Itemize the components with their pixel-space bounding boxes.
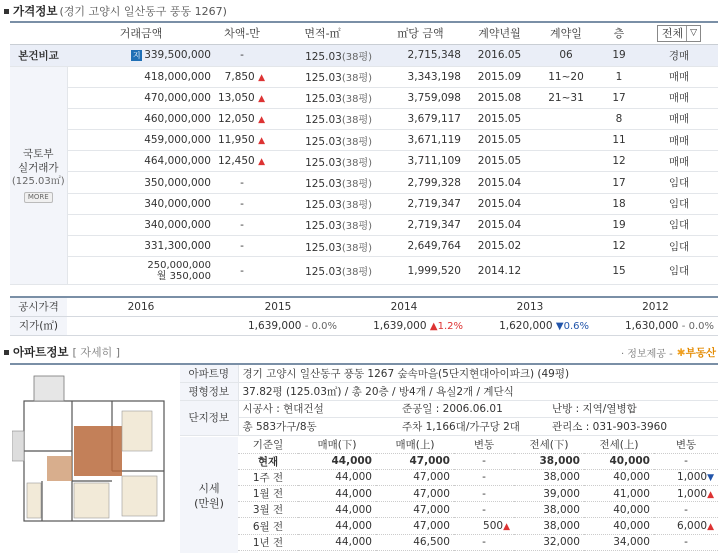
type-filter-value: 전체 xyxy=(661,27,684,41)
row-price: 464,000,000 xyxy=(67,151,215,172)
mh-jeonse-chg: 변동 xyxy=(654,437,718,453)
price-section-header xyxy=(4,3,227,19)
row-j_chg: - xyxy=(654,502,718,518)
row-diff: 13,050 ▲ xyxy=(215,87,269,108)
base-row-floor: 19 xyxy=(598,44,640,66)
row-s_chg: - xyxy=(454,453,514,469)
row-price: 418,000,000 xyxy=(67,66,215,87)
row-type: 임대 xyxy=(640,214,718,235)
row-sale-low: 44,000 xyxy=(298,486,376,502)
price-section-address: (경기 고양시 일산동구 풍동 1267) xyxy=(59,5,227,18)
complex-label: 단지정보 xyxy=(180,400,238,435)
row-s_chg: - xyxy=(454,502,514,518)
land-price-2013: 1,620,000 ▼0.6% xyxy=(467,316,593,335)
row-per-sqm: 1,999,520 xyxy=(376,257,465,285)
base-row-type: 경매 xyxy=(640,44,718,66)
transaction-row xyxy=(10,193,718,214)
base-row-per-sqm: 2,715,348 xyxy=(376,44,465,66)
mh-jeonse-high: 전세(上) xyxy=(584,437,654,453)
complex-row-1 xyxy=(180,400,718,418)
row-sale-high: 47,000 xyxy=(376,502,454,518)
row-price: 340,000,000 xyxy=(67,214,215,235)
transaction-row xyxy=(10,108,718,129)
row-j_chg: - xyxy=(654,453,718,469)
row-floor: 17 xyxy=(598,87,640,108)
transaction-row xyxy=(10,87,718,108)
row-j_chg: 6,000▲ xyxy=(654,518,718,534)
households-value: 총 583가구/8동 xyxy=(238,418,398,436)
transaction-row xyxy=(10,66,718,87)
row-type: 매매 xyxy=(640,151,718,172)
row-diff: 12,050 ▲ xyxy=(215,108,269,129)
price-table-header xyxy=(10,22,718,44)
chevron-down-icon: ▽ xyxy=(686,26,700,41)
row-price: 470,000,000 xyxy=(67,87,215,108)
land-price-2016 xyxy=(67,316,215,335)
base-row-day: 06 xyxy=(534,44,598,66)
row-jeonse-low: 38,000 xyxy=(514,469,584,485)
down-arrow-icon: ▼ xyxy=(707,473,714,484)
row-ym: 2015.05 xyxy=(465,130,534,151)
row-date: 현재 xyxy=(238,453,298,469)
bullet-icon xyxy=(4,350,9,355)
molit-group-label: 국토부 실거래가 (125.03㎡) MORE xyxy=(10,66,67,285)
pyeong-row xyxy=(180,383,718,401)
source-logo: ✱부동산 xyxy=(676,347,716,359)
row-price: 459,000,000 xyxy=(67,130,215,151)
row-area: 125.03(38평) xyxy=(269,257,376,285)
col-diff: 차액-만 xyxy=(215,22,269,44)
row-day xyxy=(534,257,598,285)
row-area: 125.03(38평) xyxy=(269,214,376,235)
row-type: 매매 xyxy=(640,108,718,129)
row-day: 21~31 xyxy=(534,87,598,108)
row-day xyxy=(534,130,598,151)
row-date: 1월 전 xyxy=(238,486,298,502)
type-filter-select[interactable] xyxy=(657,25,701,42)
row-ym: 2015.04 xyxy=(465,214,534,235)
row-j_chg: - xyxy=(654,534,718,550)
row-sale-low: 44,000 xyxy=(298,502,376,518)
row-per-sqm: 3,711,109 xyxy=(376,151,465,172)
row-day xyxy=(534,214,598,235)
heating-value: 난방 : 지역/열병합 xyxy=(548,400,718,418)
col-price: 거래금액 xyxy=(67,22,215,44)
row-area: 125.03(38평) xyxy=(269,236,376,257)
row-ym: 2015.08 xyxy=(465,87,534,108)
row-day xyxy=(534,236,598,257)
land-price-2012: 1,630,000 - 0.0% xyxy=(593,316,718,335)
mh-jeonse-low: 전세(下) xyxy=(514,437,584,453)
row-ym: 2015.05 xyxy=(465,151,534,172)
row-date: 1년 전 xyxy=(238,534,298,550)
year-2013: 2013 xyxy=(467,297,593,316)
public-price-label: 공시가격 xyxy=(10,297,67,316)
row-type: 매매 xyxy=(640,66,718,87)
row-j_chg: 1,000▼ xyxy=(654,469,718,485)
base-row-label: 본건비교 xyxy=(10,44,67,66)
row-s_chg: - xyxy=(454,469,514,485)
land-price-label: 지가(㎡) xyxy=(10,316,67,335)
year-2016: 2016 xyxy=(67,297,215,316)
row-jeonse-high: 34,000 xyxy=(584,534,654,550)
floorplan-image xyxy=(12,371,177,546)
col-per-sqm: ㎡당 금액 xyxy=(376,22,465,44)
market-row xyxy=(238,534,718,550)
more-button[interactable]: MORE xyxy=(24,192,53,203)
up-arrow-icon: ▲ xyxy=(258,114,265,125)
row-s_chg: 500▲ xyxy=(454,518,514,534)
public-price-year-row xyxy=(10,297,718,316)
base-row-ym: 2016.05 xyxy=(465,44,534,66)
row-ym: 2015.05 xyxy=(465,108,534,129)
row-price: 340,000,000 xyxy=(67,193,215,214)
market-price-label: 시세 (만원) xyxy=(180,437,238,553)
row-floor: 18 xyxy=(598,193,640,214)
up-arrow-icon: ▲ xyxy=(707,489,714,500)
price-table xyxy=(10,21,718,285)
apt-name-row xyxy=(180,365,718,383)
row-sale-low: 44,000 xyxy=(298,518,376,534)
transaction-row xyxy=(10,172,718,193)
bullet-icon xyxy=(4,9,9,14)
row-j_chg: 1,000▲ xyxy=(654,486,718,502)
market-row xyxy=(238,518,718,534)
row-per-sqm: 3,759,098 xyxy=(376,87,465,108)
row-jeonse-low: 39,000 xyxy=(514,486,584,502)
row-sale-low: 44,000 xyxy=(298,534,376,550)
row-area: 125.03(38평) xyxy=(269,87,376,108)
row-date: 6월 전 xyxy=(238,518,298,534)
row-floor: 1 xyxy=(598,66,640,87)
row-day xyxy=(534,151,598,172)
row-ym: 2015.04 xyxy=(465,172,534,193)
row-jeonse-low: 38,000 xyxy=(514,453,584,469)
info-source-label: · 정보제공 - xyxy=(620,349,673,360)
complex-row-2 xyxy=(180,418,718,436)
row-diff: 11,950 ▲ xyxy=(215,130,269,151)
up-arrow-icon: ▲ xyxy=(258,157,265,168)
row-day: 11~20 xyxy=(534,66,598,87)
market-row xyxy=(238,453,718,469)
up-arrow-icon: ▲ xyxy=(258,136,265,147)
year-2014: 2014 xyxy=(341,297,467,316)
row-per-sqm: 3,679,117 xyxy=(376,108,465,129)
row-per-sqm: 2,649,764 xyxy=(376,236,465,257)
row-sale-high: 47,000 xyxy=(376,453,454,469)
col-ym: 계약년월 xyxy=(465,22,534,44)
row-diff: 7,850 ▲ xyxy=(215,66,269,87)
row-jeonse-high: 40,000 xyxy=(584,518,654,534)
info-source xyxy=(621,345,716,360)
completion-value: 준공일 : 2006.06.01 xyxy=(398,400,548,418)
row-floor: 12 xyxy=(598,236,640,257)
row-floor: 15 xyxy=(598,257,640,285)
mh-sale-low: 매매(下) xyxy=(298,437,376,453)
up-arrow-icon: ▲ xyxy=(258,72,265,83)
apt-section-title: 아파트정보 xyxy=(13,345,69,359)
row-jeonse-high: 40,000 xyxy=(584,502,654,518)
base-row-price: 지 339,500,000 xyxy=(67,44,215,66)
up-arrow-icon: ▲ xyxy=(503,522,510,533)
row-ym: 2015.02 xyxy=(465,236,534,257)
market-row xyxy=(238,469,718,485)
row-jeonse-high: 41,000 xyxy=(584,486,654,502)
market-price-table xyxy=(238,437,718,551)
apt-section-header xyxy=(4,344,120,360)
row-type: 임대 xyxy=(640,236,718,257)
mh-sale-high: 매매(上) xyxy=(376,437,454,453)
row-sale-high: 46,500 xyxy=(376,534,454,550)
row-price: 250,000,000 월 350,000 xyxy=(67,257,215,285)
pyeong-label: 평형정보 xyxy=(180,383,238,401)
transaction-row xyxy=(10,236,718,257)
base-row-diff: - xyxy=(215,44,269,66)
row-diff: - xyxy=(215,214,269,235)
row-day xyxy=(534,172,598,193)
row-type: 임대 xyxy=(640,193,718,214)
j-badge-icon: 지 xyxy=(132,50,141,60)
row-per-sqm: 2,719,347 xyxy=(376,193,465,214)
row-diff: - xyxy=(215,236,269,257)
row-sale-low: 44,000 xyxy=(298,469,376,485)
parking-value: 주차 1,166대/가구당 2대 xyxy=(398,418,548,436)
row-date: 1주 전 xyxy=(238,469,298,485)
row-area: 125.03(38평) xyxy=(269,151,376,172)
row-ym: 2015.04 xyxy=(465,193,534,214)
col-day: 계약일 xyxy=(534,22,598,44)
row-price: 350,000,000 xyxy=(67,172,215,193)
price-section-title: 가격정보 xyxy=(13,4,58,18)
row-ym: 2015.09 xyxy=(465,66,534,87)
row-jeonse-high: 40,000 xyxy=(584,469,654,485)
row-per-sqm: 2,719,347 xyxy=(376,214,465,235)
year-2015: 2015 xyxy=(215,297,341,316)
row-day xyxy=(534,193,598,214)
row-day xyxy=(534,108,598,129)
row-sale-high: 47,000 xyxy=(376,469,454,485)
apt-detail-link[interactable]: [ 자세히 ] xyxy=(72,346,121,359)
row-diff: - xyxy=(215,193,269,214)
transaction-row xyxy=(10,130,718,151)
row-area: 125.03(38평) xyxy=(269,193,376,214)
row-s_chg: - xyxy=(454,534,514,550)
row-diff: - xyxy=(215,172,269,193)
up-arrow-icon: ▲ xyxy=(258,93,265,104)
row-jeonse-low: 38,000 xyxy=(514,518,584,534)
market-header-row xyxy=(238,437,718,453)
row-date: 3월 전 xyxy=(238,502,298,518)
row-type: 임대 xyxy=(640,172,718,193)
apt-info-area xyxy=(10,363,718,553)
up-arrow-icon: ▲ xyxy=(707,522,714,533)
base-compare-row xyxy=(10,44,718,66)
land-price-2015: 1,639,000 - 0.0% xyxy=(215,316,341,335)
row-price: 460,000,000 xyxy=(67,108,215,129)
transaction-row xyxy=(10,151,718,172)
col-type-filter xyxy=(640,22,718,44)
builder-value: 시공사 : 현대건설 xyxy=(238,400,398,418)
row-floor: 11 xyxy=(598,130,640,151)
row-floor: 8 xyxy=(598,108,640,129)
public-price-table xyxy=(10,296,718,336)
mh-date: 기준일 xyxy=(238,437,298,453)
col-blank xyxy=(10,22,67,44)
row-sale-high: 47,000 xyxy=(376,486,454,502)
row-diff: 12,450 ▲ xyxy=(215,151,269,172)
row-area: 125.03(38평) xyxy=(269,172,376,193)
row-price: 331,300,000 xyxy=(67,236,215,257)
row-per-sqm: 3,343,198 xyxy=(376,66,465,87)
row-per-sqm: 3,671,119 xyxy=(376,130,465,151)
row-area: 125.03(38평) xyxy=(269,66,376,87)
row-jeonse-low: 32,000 xyxy=(514,534,584,550)
row-sale-low: 44,000 xyxy=(298,453,376,469)
office-value: 관리소 : 031-903-3960 xyxy=(548,418,718,436)
apt-name-value: 경기 고양시 일산동구 풍동 1267 숲속마을(5단지현대아이파크) (49평) xyxy=(238,365,718,383)
transaction-row xyxy=(10,257,718,285)
row-floor: 19 xyxy=(598,214,640,235)
col-floor: 층 xyxy=(598,22,640,44)
market-row xyxy=(238,502,718,518)
pyeong-value: 37.82평 (125.03㎡) / 총 20층 / 방4개 / 욕실2개 / 계단식 xyxy=(238,383,718,401)
land-price-2014: 1,639,000 ▲1.2% xyxy=(341,316,467,335)
row-s_chg: - xyxy=(454,486,514,502)
row-ym: 2014.12 xyxy=(465,257,534,285)
row-area: 125.03(38평) xyxy=(269,130,376,151)
mh-sale-chg: 변동 xyxy=(454,437,514,453)
apt-info-table xyxy=(180,365,718,436)
row-type: 매매 xyxy=(640,87,718,108)
year-2012: 2012 xyxy=(593,297,718,316)
row-sale-high: 47,000 xyxy=(376,518,454,534)
row-area: 125.03(38평) xyxy=(269,108,376,129)
row-per-sqm: 2,799,328 xyxy=(376,172,465,193)
row-jeonse-low: 38,000 xyxy=(514,502,584,518)
apt-name-label: 아파트명 xyxy=(180,365,238,383)
col-area: 면적-㎡ xyxy=(269,22,376,44)
row-diff: - xyxy=(215,257,269,285)
row-type: 매매 xyxy=(640,130,718,151)
land-price-row xyxy=(10,316,718,335)
row-floor: 12 xyxy=(598,151,640,172)
transaction-row xyxy=(10,214,718,235)
row-jeonse-high: 40,000 xyxy=(584,453,654,469)
row-type: 임대 xyxy=(640,257,718,285)
base-row-area: 125.03(38평) xyxy=(269,44,376,66)
row-floor: 17 xyxy=(598,172,640,193)
market-row xyxy=(238,486,718,502)
